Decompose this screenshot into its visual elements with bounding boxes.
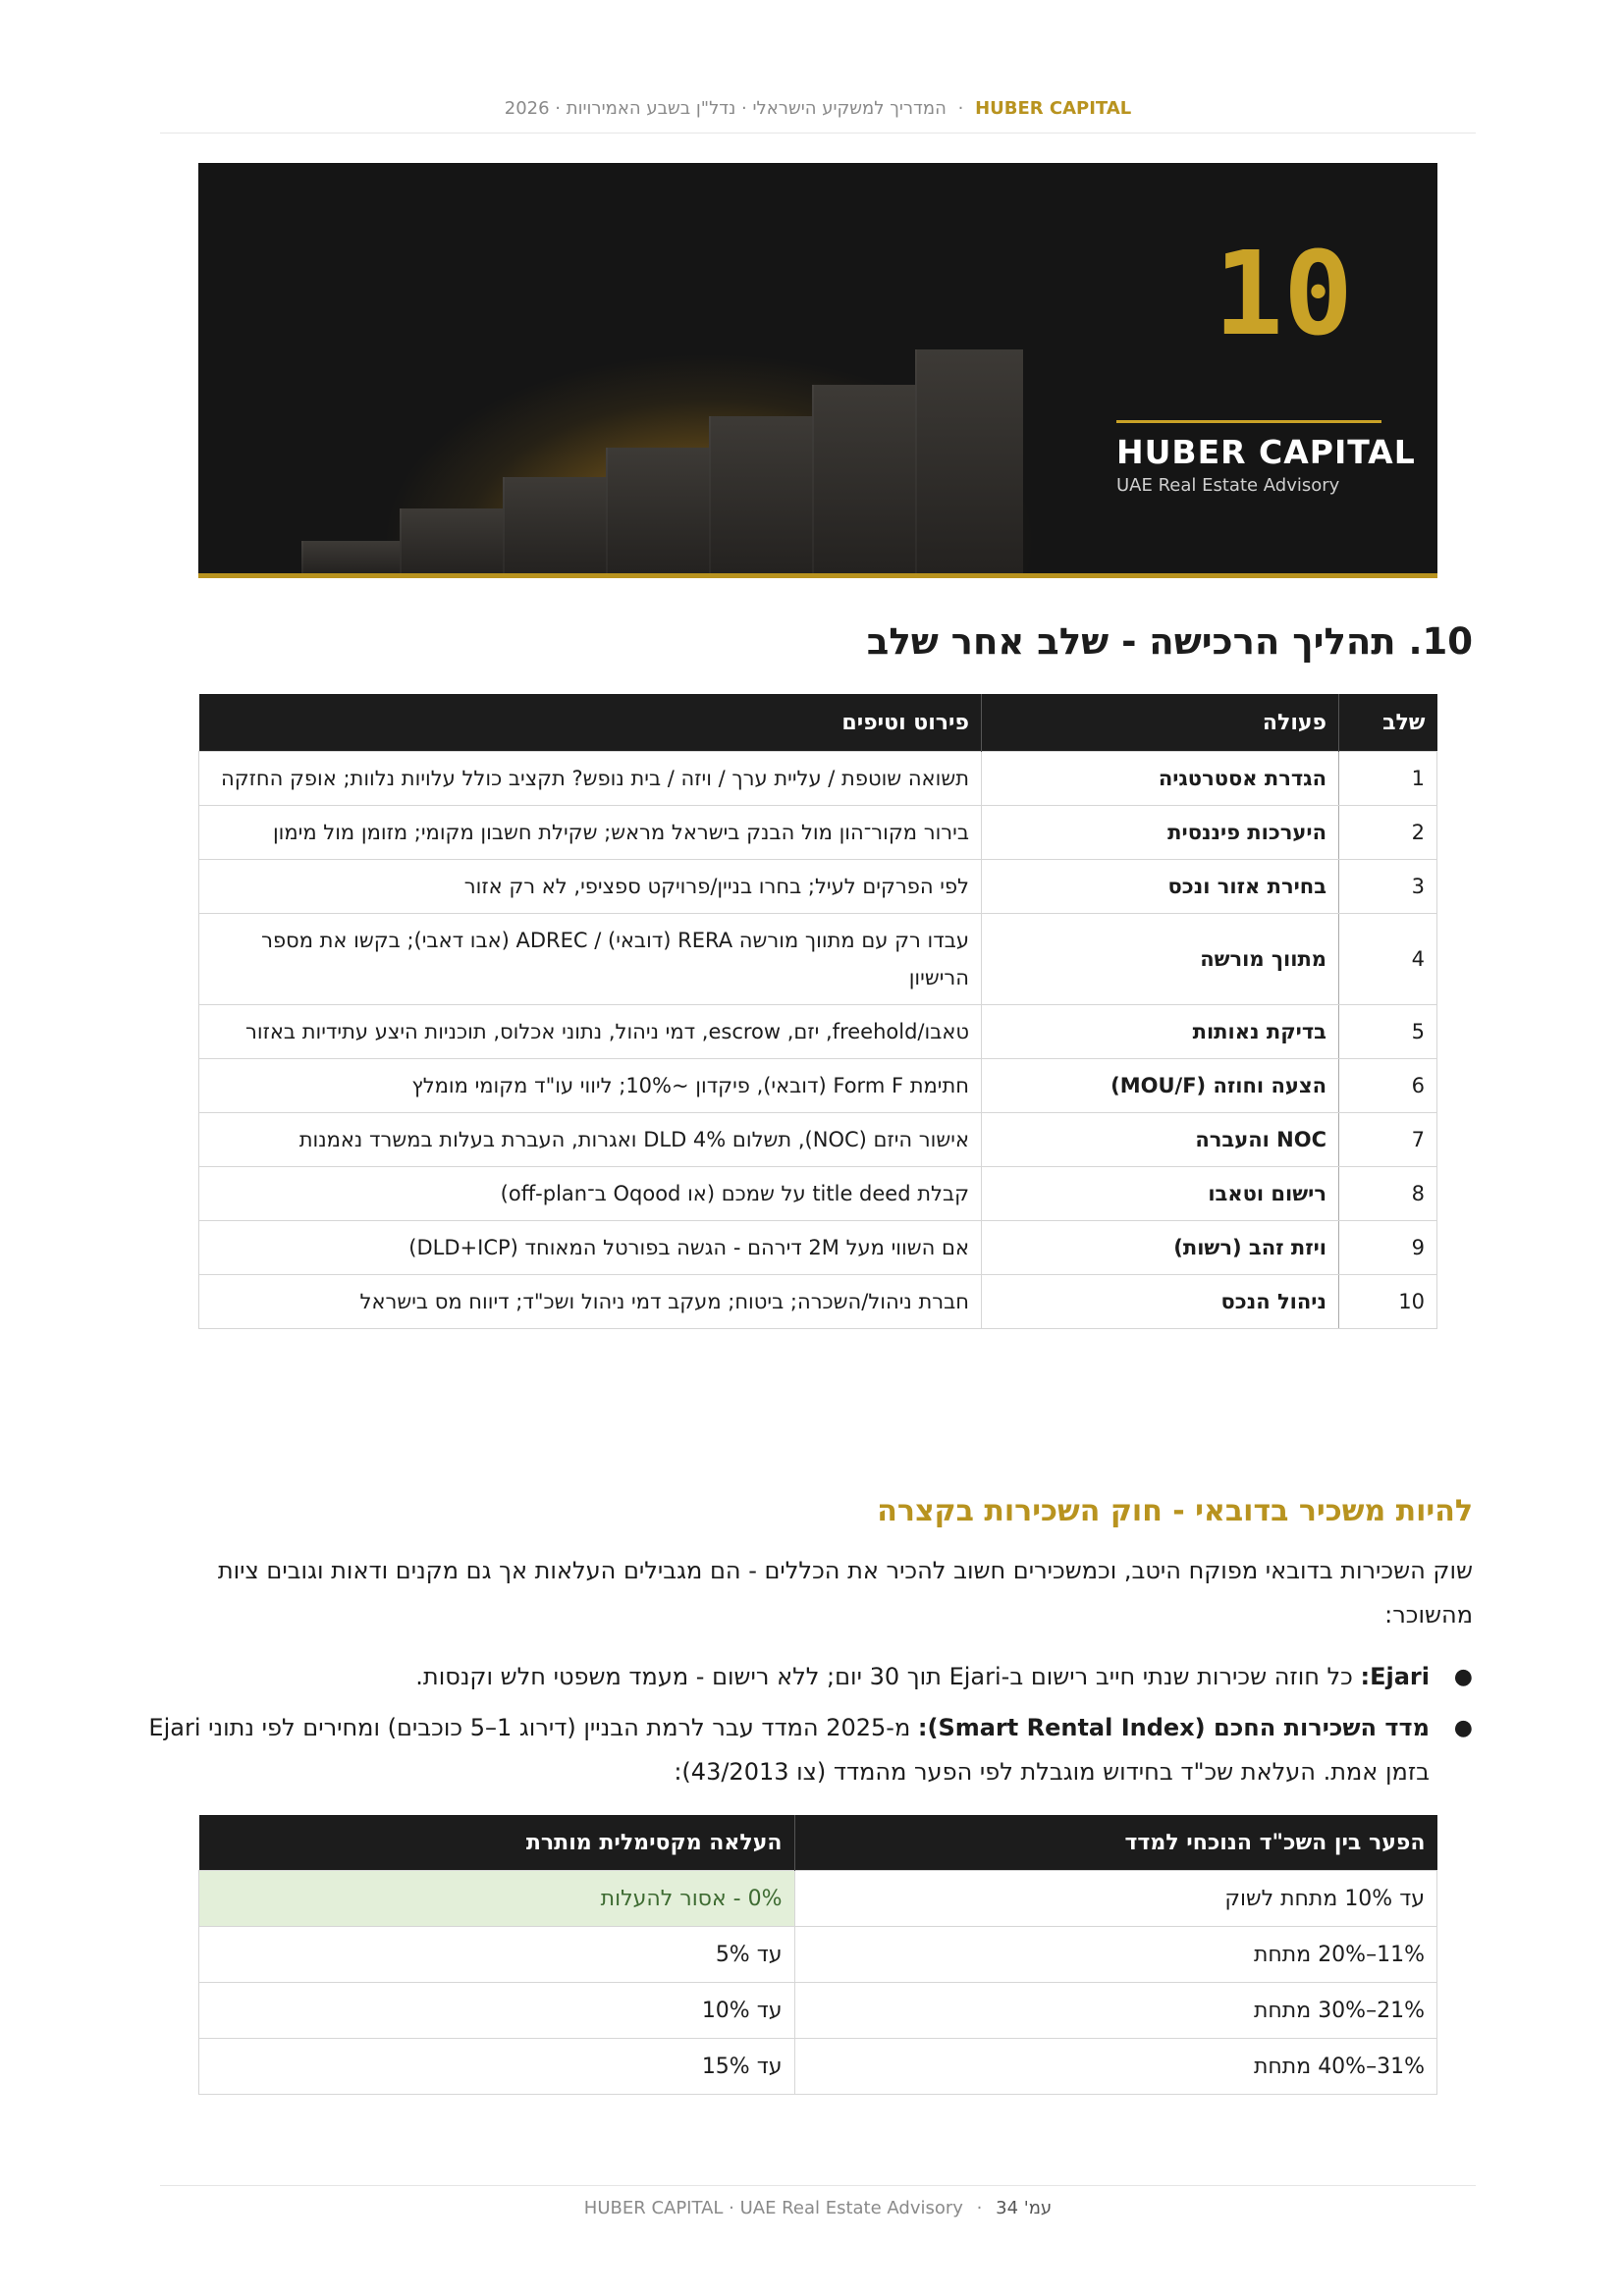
max-increase-cell: 0% - אסור להעלות — [199, 1871, 795, 1927]
gap-cell: 21%–30% מתחת — [794, 1983, 1437, 2039]
running-header: HUBER CAPITAL · המדריך למשקיע הישראלי · נדל"ן בשבע האמירויות · 2026 — [160, 98, 1476, 133]
step-action: NOC והעברה — [982, 1113, 1339, 1167]
header-gap: הפער בין השכ"ד הנוכחי למדד — [794, 1815, 1437, 1871]
step-details: אישור היזם (NOC), תשלום DLD 4% ואגרות, העברת בעלות במשרד נאמנות — [199, 1113, 982, 1167]
table-row — [199, 1059, 1437, 1113]
max-increase-cell: עד 15% — [199, 2039, 795, 2095]
step-number: 3 — [1339, 860, 1437, 914]
rental-intro: שוק השכירות בדובאי מפוקח היטב, וכמשכירים חשוב להכיר את הכללים - הם מגבילים העלאות אך גם מקנים ודאות וגובים ציות מהשוכר: — [217, 1557, 1473, 1629]
list-item — [143, 1655, 1473, 1699]
hero-tagline: UAE Real Estate Advisory — [1116, 475, 1340, 496]
table-header-row — [199, 1815, 1437, 1871]
step-number: 4 — [1339, 914, 1437, 1005]
step-action: ויזת זהב (רשות) — [982, 1221, 1339, 1275]
step-action: הגדרת אסטרטגיה — [982, 752, 1339, 806]
header-max-increase: העלאה מקסימלית מותרת — [199, 1815, 795, 1871]
step-action: בדיקת נאותות — [982, 1005, 1339, 1059]
header-step: שלב — [1339, 694, 1437, 752]
step-number: 10 — [1339, 1275, 1437, 1329]
gap-cell: עד 10% מתחת לשוק — [794, 1871, 1437, 1927]
header-details: פירוט וטיפים — [199, 694, 982, 752]
table-row — [199, 1927, 1437, 1983]
step-number: 8 — [1339, 1167, 1437, 1221]
step-number: 7 — [1339, 1113, 1437, 1167]
table-row — [199, 860, 1437, 914]
running-footer: עמ' 34 · HUBER CAPITAL · UAE Real Estate Advisory — [160, 2185, 1476, 2218]
step-details: קבלת title deed על שמכם (או Oqood ב־off-plan) — [199, 1167, 982, 1221]
stair-step — [606, 448, 714, 573]
table-row — [199, 914, 1437, 1005]
bullet-dot: ● — [1453, 1716, 1473, 1740]
max-increase-cell: עד 10% — [199, 1983, 795, 2039]
step-details: עבדו רק עם מתווך מורשה RERA (דובאי) / ADREC (אבו דאבי); בקשו את מספר הרישיון — [199, 914, 982, 1005]
step-number: 5 — [1339, 1005, 1437, 1059]
rental-heading: להיות משכיר בדובאי - חוק השכירות בקצרה — [877, 1494, 1473, 1528]
bullet-text: מ-2025 המדד עבר לרמת הבניין (דירוג 1–5 כוכבים) ומחירים לפי נתוני Ejari בזמן אמת. העלאת שכ"ד בחידוש מוגבלת לפי הפער מהמדד (צו 43/2013): — [148, 1714, 1430, 1786]
hero-brand: HUBER CAPITAL — [1116, 433, 1416, 471]
header-brand: HUBER CAPITAL — [975, 98, 1132, 119]
stair-step — [915, 349, 1023, 573]
table-row — [199, 1005, 1437, 1059]
step-number: 6 — [1339, 1059, 1437, 1113]
step-details: בירור מקור־הון מול הבנק בישראל מראש; שקילת חשבון מקומי; מזומן מול מימון — [199, 806, 982, 860]
step-action: בחירת אזור ונכס — [982, 860, 1339, 914]
hero-bottom-line — [198, 573, 1437, 578]
page-number: עמ' 34 — [996, 2198, 1053, 2218]
bullet-text: כל חוזה שכירות שנתי חייב רישום ב-Ejari תוך 30 יום; ללא רישום - מעמד משפטי חלש וקנסות. — [415, 1663, 1361, 1690]
list-item — [143, 1706, 1473, 1794]
table-row — [199, 1113, 1437, 1167]
stair-step — [301, 541, 409, 573]
stair-step — [503, 477, 611, 573]
step-action: מתווך מורשה — [982, 914, 1339, 1005]
chapter-hero-image — [198, 163, 1437, 578]
gap-cell: 11%–20% מתחת — [794, 1927, 1437, 1983]
stair-step — [709, 416, 817, 573]
rental-bullets — [143, 1655, 1473, 1801]
step-details: תשואה שוטפת / עליית ערך / ויזה / בית נופש? תקציב כולל עלויות נלוות; אופק החזקה — [199, 752, 982, 806]
stair-step — [400, 508, 508, 573]
rent-increase-caps-table — [198, 1815, 1437, 2095]
table-row — [199, 1167, 1437, 1221]
table-row — [199, 1275, 1437, 1329]
bullet-term: Ejari: — [1360, 1663, 1430, 1690]
hero-divider — [1116, 420, 1381, 423]
step-details: אם השווי מעל 2M דירהם - הגשה בפורטל המאוחד (DLD+ICP) — [199, 1221, 982, 1275]
step-details: חתימת Form F (דובאי), פיקדון ~10%; ליווי עו"ד מקומי מומלץ — [199, 1059, 982, 1113]
step-number: 9 — [1339, 1221, 1437, 1275]
step-action: רישום וטאבו — [982, 1167, 1339, 1221]
step-number: 1 — [1339, 752, 1437, 806]
purchase-steps-table — [198, 694, 1437, 1329]
chapter-number: 10 — [1213, 226, 1354, 361]
table-row — [199, 806, 1437, 860]
step-action: היערכות פיננסית — [982, 806, 1339, 860]
table-row — [199, 1983, 1437, 2039]
step-details: חברת ניהול/השכרה; ביטוח; מעקב דמי ניהול ושכ"ד; דיווח מס בישראל — [199, 1275, 982, 1329]
step-action: הצעה וחוזה (MOU/F) — [982, 1059, 1339, 1113]
table-header-row — [199, 694, 1437, 752]
table-row — [199, 752, 1437, 806]
table-row — [199, 1221, 1437, 1275]
step-number: 2 — [1339, 806, 1437, 860]
bullet-dot: ● — [1453, 1665, 1473, 1689]
max-increase-cell: עד 5% — [199, 1927, 795, 1983]
table-row — [199, 2039, 1437, 2095]
step-action: ניהול הנכס — [982, 1275, 1339, 1329]
step-details: לפי הפרקים לעיל; בחרו בניין/פרויקט ספציפי, לא רק אזור — [199, 860, 982, 914]
footer-brand: HUBER CAPITAL · UAE Real Estate Advisory — [583, 2198, 963, 2218]
header-subtitle: המדריך למשקיע הישראלי · נדל"ן בשבע האמירויות · 2026 — [504, 98, 947, 119]
bullet-term: מדד השכירות החכם (Smart Rental Index): — [917, 1714, 1430, 1741]
gap-cell: 31%–40% מתחת — [794, 2039, 1437, 2095]
header-action: פעולה — [982, 694, 1339, 752]
stair-step — [812, 385, 920, 573]
section-title: 10. תהליך הרכישה - שלב אחר שלב — [866, 620, 1473, 663]
table-row — [199, 1871, 1437, 1927]
step-details: טאבו/freehold, יזם, escrow, דמי ניהול, נתוני אכלוס, תוכניות היצע עתידיות באזור — [199, 1005, 982, 1059]
